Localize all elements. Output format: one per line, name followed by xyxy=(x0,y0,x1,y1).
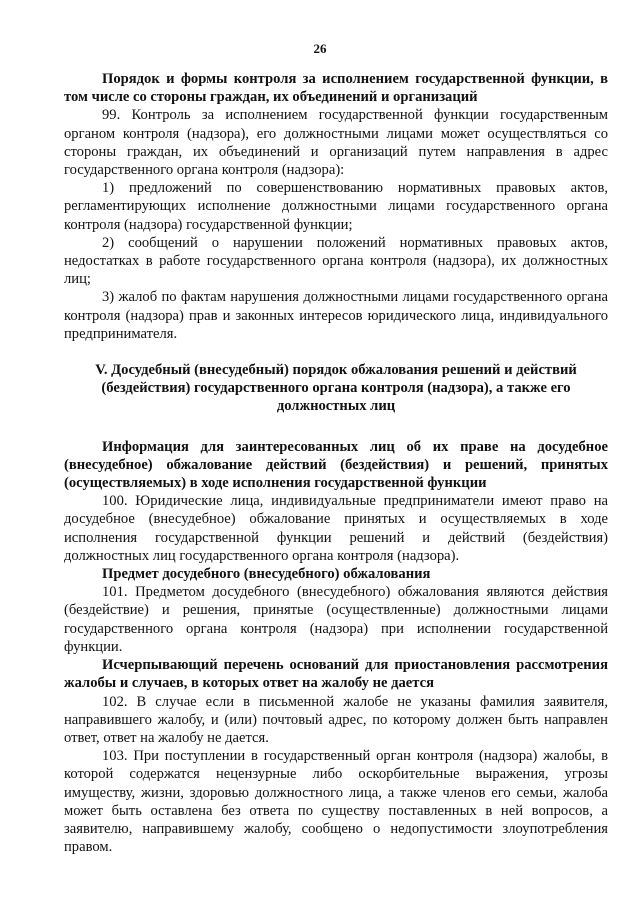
paragraph-99: 99. Контроль за исполнением государственной функции государственным органом контроля (надзора), его должностными лицами может осуществляться со стороны граждан, их объединений и организаций путем направления в адрес государственного органа контроля (надзора): xyxy=(64,107,608,179)
paragraph-100: 100. Юридические лица, индивидуальные предприниматели имеют право на досудебное (внесудебное) обжалование принятых и осуществляемых в ходе исполнения государственной функции решений и действий (бездействия) должностных лиц государственного органа контроля (надзора). xyxy=(64,493,608,564)
paragraph-103: 103. При поступлении в государственный орган контроля (надзора) жалобы, в которой содержатся нецензурные либо оскорбительные выражения, угрозы имуществу, жизни, здоровью должностного лица, а также членов его семьи, жалоба может быть оставлена без ответа по существу поставленных в ней вопросов, а заявителю, направившему жалобу, сообщено о недопустимости злоупотребления правом. xyxy=(64,748,608,856)
paragraph-102: 102. В случае если в письменной жалобе не указаны фамилия заявителя, направившего жалобу, и (или) почтовый адрес, по которому должен быть направлен ответ, ответ на жалобу не дается. xyxy=(64,693,608,746)
chapter-heading-v: V. Досудебный (внесудебный) порядок обжалования решений и действий (бездействия) государственного органа контроля (надзора), а также его должностных лиц xyxy=(95,362,577,415)
paragraph-101: 101. Предметом досудебного (внесудебного) обжалования являются действия (бездействие) и решения, принятые (осуществленные) должностными лицами государственного органа контроля (надзора) при исполнении государственной функции. xyxy=(64,584,608,655)
section-heading-subject: Предмет досудебного (внесудебного) обжалования xyxy=(102,566,431,583)
section-heading-control: Порядок и формы контроля за исполнением государственной функции, в том числе со стороны граждан, их объединений и организаций xyxy=(64,71,608,106)
page-number: 26 xyxy=(313,41,327,56)
list-item-2: 2) сообщений о нарушении положений нормативных правовых актов, недостатках в работе государственного органа контроля (надзора), их должностных лиц; xyxy=(64,234,608,288)
list-item-1: 1) предложений по совершенствованию нормативных правовых актов, регламентирующих исполнение должностными лицами государственного органа контроля (надзора) государственной функции; xyxy=(64,180,608,233)
section-heading-grounds: Исчерпывающий перечень оснований для приостановления рассмотрения жалобы и случаев, в которых ответ на жалобу не дается xyxy=(64,657,608,692)
section-heading-information: Информация для заинтересованных лиц об их праве на досудебное (внесудебное) обжалование действий (бездействия) и решений, принятых (осуществляемых) в ходе исполнения государственной функции xyxy=(64,438,608,492)
list-item-3: 3) жалоб по фактам нарушения должностными лицами государственного органа контроля (надзора) прав и законных интересов юридического лица, индивидуального предпринимателя. xyxy=(64,289,608,342)
document-body xyxy=(64,70,608,856)
